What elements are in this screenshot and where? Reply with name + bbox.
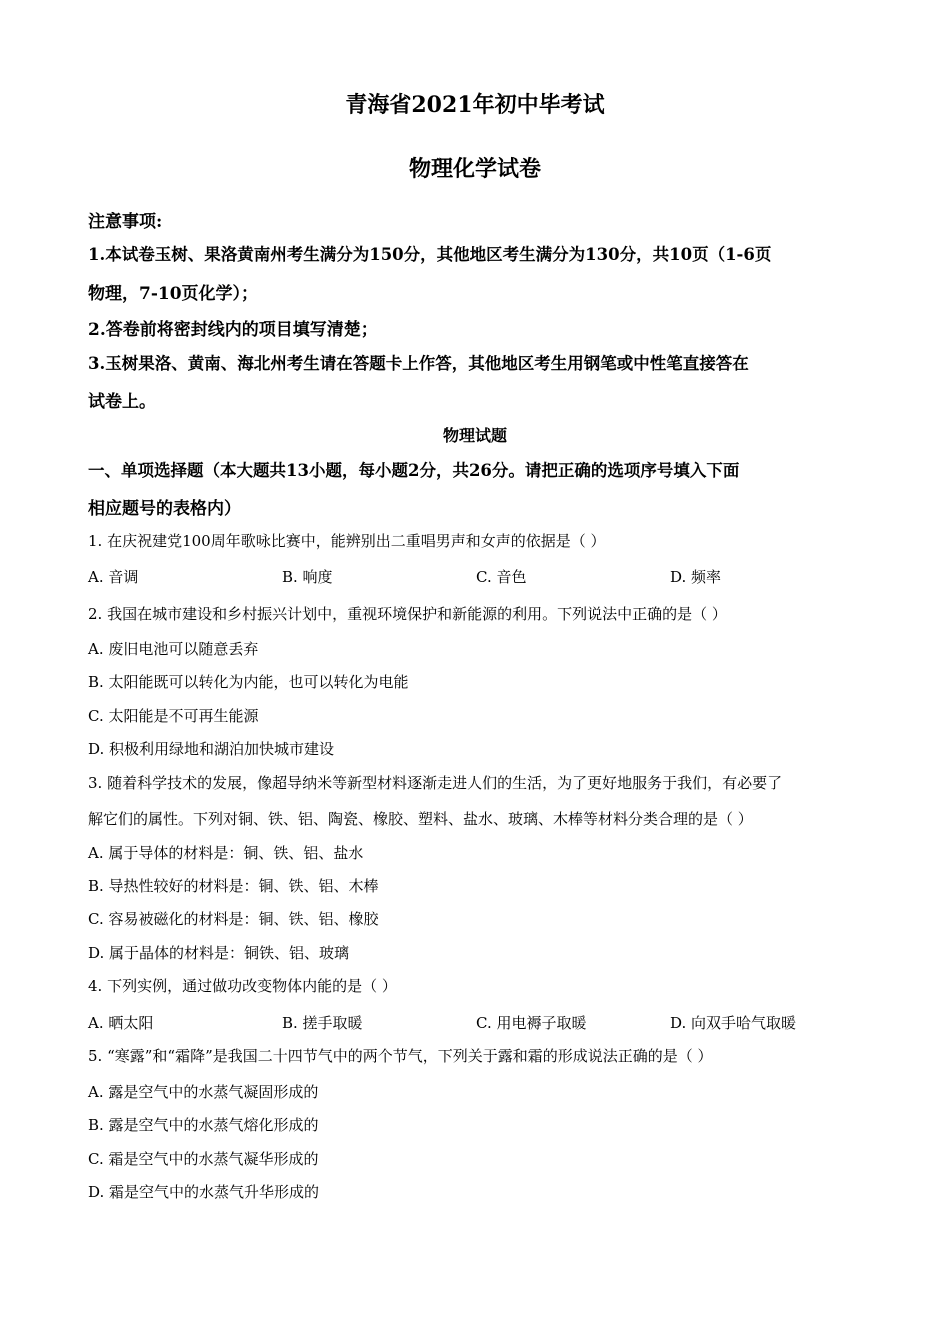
part-1-heading-line-2: 相应题号的表格内） [88, 499, 241, 519]
question-4-option-d: D. 向双手哈气取暖 [670, 1014, 797, 1032]
question-1-option-a: A. 音调 [88, 568, 139, 586]
notice-item-1-line-2: 物理，7-10页化学）； [88, 284, 259, 304]
question-2-stem: 2. 我国在城市建设和乡村振兴计划中，重视环境保护和新能源的利用。下列说法中正确的是（ ） [88, 605, 727, 623]
question-5-stem: 5. “寒露”和“霜降”是我国二十四节气中的两个节气，下列关于露和霜的形成说法正确的是（ ） [88, 1047, 713, 1065]
question-1-stem: 1. 在庆祝建党100周年歌咏比赛中，能辨别出二重唱男声和女声的依据是（ ） [88, 532, 606, 550]
question-1-option-d: D. 频率 [670, 568, 722, 586]
notice-item-3-line-1: 3.玉树果洛、黄南、海北州考生请在答题卡上作答，其他地区考生用钢笔或中性笔直接答在 [88, 354, 749, 373]
question-3-stem-line-2: 解它们的属性。下列对铜、铁、铝、陶瓷、橡胶、塑料、盐水、玻璃、木棒等材料分类合理的是（ ） [88, 810, 753, 828]
section-title: 物理试题 [442, 426, 507, 445]
question-4-option-a: A. 晒太阳 [88, 1014, 154, 1032]
notice-heading: 注意事项: [88, 212, 163, 232]
notice-item-2: 2.答卷前将密封线内的项目填写清楚； [88, 320, 378, 340]
question-2-option-a: A. 废旧电池可以随意丢弃 [88, 640, 259, 658]
question-3-option-d: D. 属于晶体的材料是：铜铁、铝、玻璃 [88, 944, 350, 962]
question-5-option-c: C. 霜是空气中的水蒸气凝华形成的 [88, 1150, 319, 1168]
question-4-option-c: C. 用电褥子取暖 [476, 1014, 587, 1032]
question-5-option-d: D. 霜是空气中的水蒸气升华形成的 [88, 1183, 320, 1201]
question-3-option-a: A. 属于导体的材料是：铜、铁、铝、盐水 [88, 844, 364, 862]
notice-item-1-line-1: 1.本试卷玉树、果洛黄南州考生满分为150分，其他地区考生满分为130分，共10页（1-6页 [88, 245, 772, 264]
question-5-option-b: B. 露是空气中的水蒸气熔化形成的 [88, 1116, 319, 1134]
notice-item-3-line-2: 试卷上。 [88, 392, 156, 412]
question-2-option-c: C. 太阳能是不可再生能源 [88, 707, 259, 725]
question-4-option-b: B. 搓手取暖 [282, 1014, 363, 1032]
question-3-option-b: B. 导热性较好的材料是：铜、铁、铝、木棒 [88, 877, 379, 895]
question-4-stem: 4. 下列实例，通过做功改变物体内能的是（ ） [88, 977, 397, 995]
exam-subtitle: 物理化学试卷 [408, 156, 541, 182]
question-2-option-b: B. 太阳能既可以转化为内能，也可以转化为电能 [88, 673, 409, 691]
question-3-stem-line-1: 3. 随着科学技术的发展，像超导纳米等新型材料逐渐走进人们的生活，为了更好地服务于我们，有必要了 [88, 774, 783, 792]
part-1-heading-line-1: 一、单项选择题（本大题共13小题，每小题2分，共26分。请把正确的选项序号填入下面 [88, 461, 740, 480]
question-1-option-b: B. 响度 [282, 568, 333, 586]
exam-title: 青海省2021年初中毕考试 [345, 92, 605, 118]
question-2-option-d: D. 积极利用绿地和湖泊加快城市建设 [88, 740, 335, 758]
question-5-option-a: A. 露是空气中的水蒸气凝固形成的 [88, 1083, 319, 1101]
question-3-option-c: C. 容易被磁化的材料是：铜、铁、铝、橡胶 [88, 910, 379, 928]
question-1-option-c: C. 音色 [476, 568, 527, 586]
